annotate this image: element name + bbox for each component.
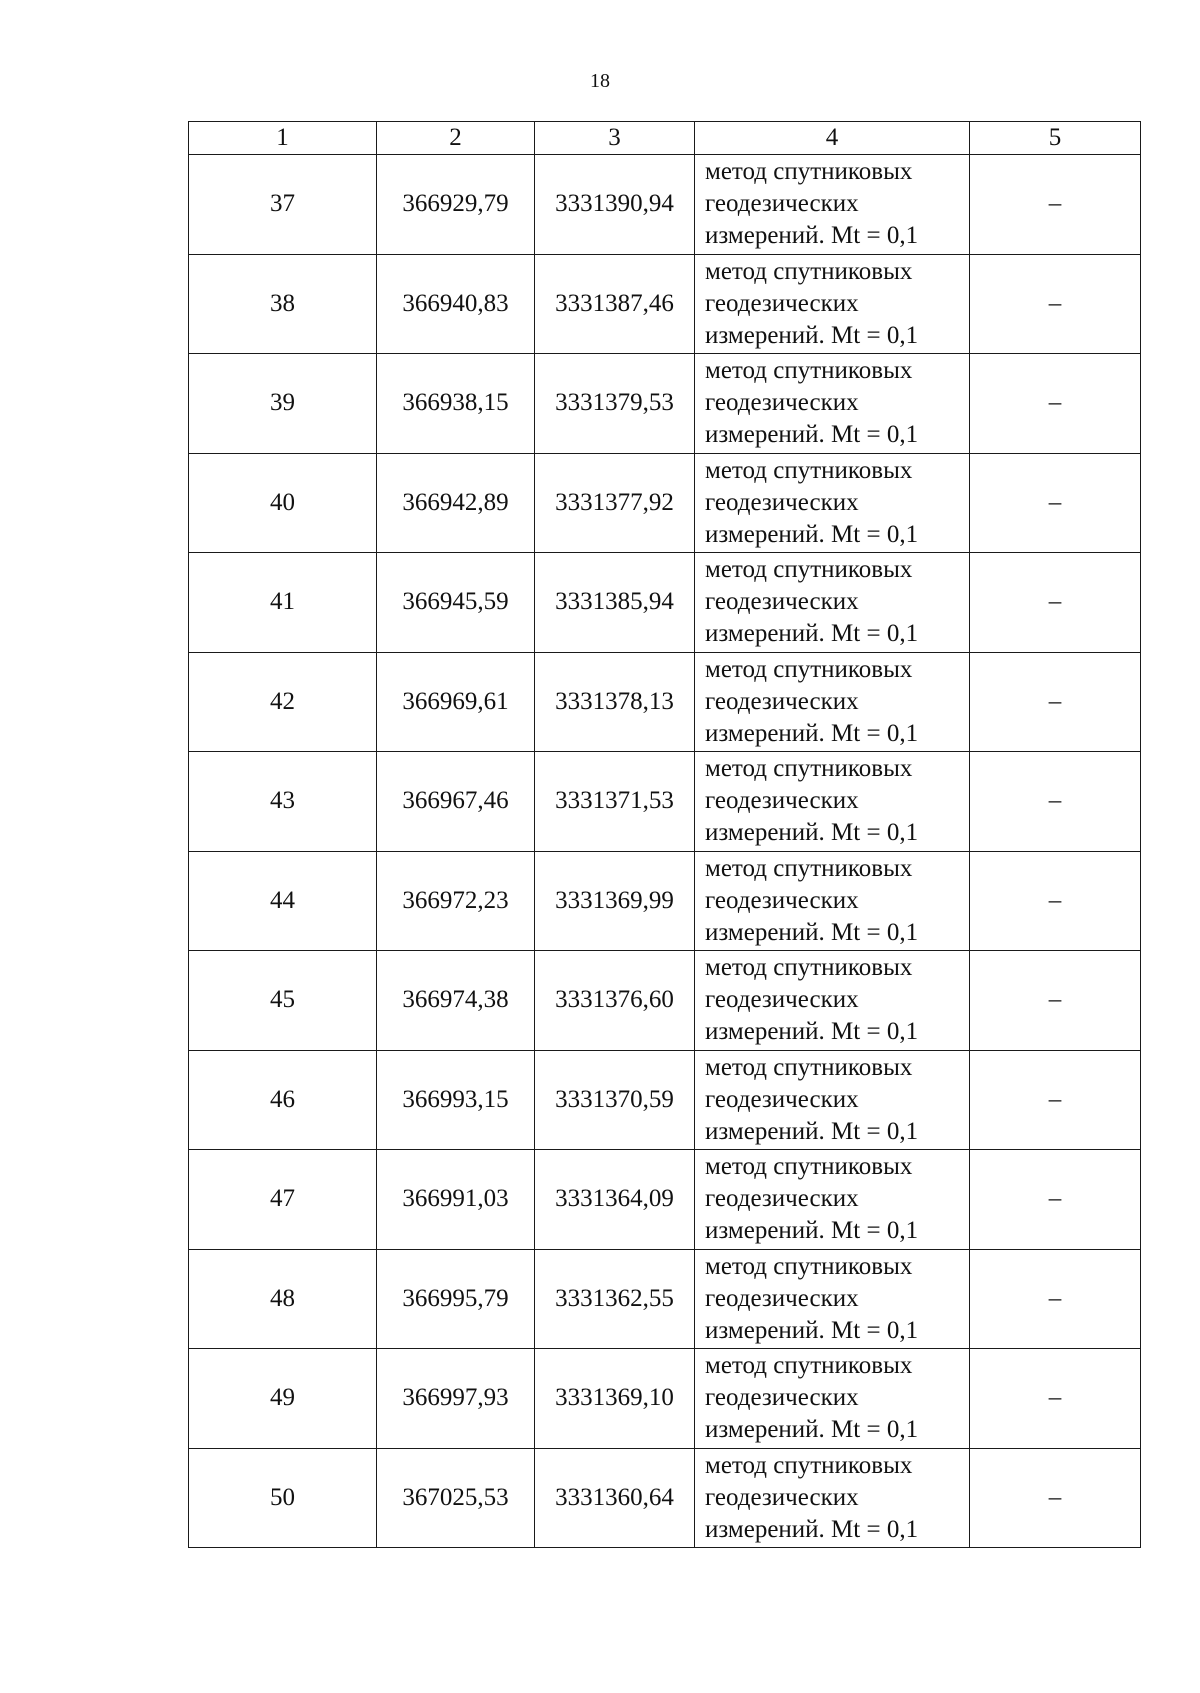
y-coordinate-cell: 3331370,59 [535, 1050, 695, 1150]
method-line-3: измерений. Mt = 0,1 [705, 520, 919, 548]
method-line-1: метод спутниковых [705, 1451, 913, 1479]
method-line-3: измерений. Mt = 0,1 [705, 719, 919, 747]
method-line-3: измерений. Mt = 0,1 [705, 819, 919, 847]
table-header [189, 122, 1141, 155]
method-line-2: геодезических [705, 588, 859, 616]
x-coordinate-cell: 366940,83 [377, 254, 535, 354]
note-cell: – [970, 1448, 1141, 1548]
table-row [189, 453, 1141, 553]
y-coordinate-cell: 3331362,55 [535, 1249, 695, 1349]
table-row [189, 155, 1141, 255]
method-line-2: геодезических [705, 886, 859, 914]
method-cell [695, 1249, 970, 1349]
method-line-1: метод спутниковых [705, 158, 913, 186]
point-number-cell: 38 [189, 254, 377, 354]
note-cell: – [970, 752, 1141, 852]
method-line-1: метод спутниковых [705, 1252, 913, 1280]
method-line-3: измерений. Mt = 0,1 [705, 222, 919, 250]
x-coordinate-cell: 366967,46 [377, 752, 535, 852]
note-cell: – [970, 1349, 1141, 1449]
point-number-cell: 45 [189, 951, 377, 1051]
method-line-3: измерений. Mt = 0,1 [705, 1416, 919, 1444]
header-col-1: 1 [189, 122, 377, 155]
method-line-1: метод спутниковых [705, 755, 913, 783]
method-cell [695, 652, 970, 752]
point-number-cell: 39 [189, 354, 377, 454]
note-cell: – [970, 553, 1141, 653]
note-cell: – [970, 851, 1141, 951]
point-number-cell: 42 [189, 652, 377, 752]
method-line-2: геодезических [705, 1384, 859, 1412]
point-number-cell: 46 [189, 1050, 377, 1150]
method-cell [695, 851, 970, 951]
point-number-cell: 43 [189, 752, 377, 852]
note-cell: – [970, 1150, 1141, 1250]
method-line-2: геодезических [705, 787, 859, 815]
x-coordinate-cell: 366942,89 [377, 453, 535, 553]
table-row [189, 1349, 1141, 1449]
table-row [189, 1150, 1141, 1250]
y-coordinate-cell: 3331369,10 [535, 1349, 695, 1449]
method-line-2: геодезических [705, 1185, 859, 1213]
header-row [189, 122, 1141, 155]
note-cell: – [970, 1249, 1141, 1349]
point-number-cell: 47 [189, 1150, 377, 1250]
point-number-cell: 44 [189, 851, 377, 951]
y-coordinate-cell: 3331390,94 [535, 155, 695, 255]
method-line-3: измерений. Mt = 0,1 [705, 620, 919, 648]
table-row [189, 652, 1141, 752]
y-coordinate-cell: 3331360,64 [535, 1448, 695, 1548]
table-row [189, 354, 1141, 454]
method-line-2: геодезических [705, 1284, 859, 1312]
method-cell [695, 553, 970, 653]
method-cell [695, 453, 970, 553]
method-line-3: измерений. Mt = 0,1 [705, 1018, 919, 1046]
method-line-2: геодезических [705, 1483, 859, 1511]
table-body [189, 155, 1141, 1548]
y-coordinate-cell: 3331378,13 [535, 652, 695, 752]
method-line-2: геодезических [705, 190, 859, 218]
method-line-3: измерений. Mt = 0,1 [705, 421, 919, 449]
table-row [189, 851, 1141, 951]
table-row [189, 553, 1141, 653]
x-coordinate-cell: 366997,93 [377, 1349, 535, 1449]
method-cell [695, 1150, 970, 1250]
note-cell: – [970, 354, 1141, 454]
method-line-2: геодезических [705, 1085, 859, 1113]
method-line-2: геодезических [705, 289, 859, 317]
y-coordinate-cell: 3331364,09 [535, 1150, 695, 1250]
method-cell [695, 951, 970, 1051]
method-line-1: метод спутниковых [705, 854, 913, 882]
y-coordinate-cell: 3331385,94 [535, 553, 695, 653]
method-line-3: измерений. Mt = 0,1 [705, 321, 919, 349]
x-coordinate-cell: 366972,23 [377, 851, 535, 951]
note-cell: – [970, 1050, 1141, 1150]
method-line-1: метод спутниковых [705, 357, 913, 385]
note-cell: – [970, 652, 1141, 752]
x-coordinate-cell: 366991,03 [377, 1150, 535, 1250]
y-coordinate-cell: 3331379,53 [535, 354, 695, 454]
method-cell [695, 155, 970, 255]
note-cell: – [970, 254, 1141, 354]
method-cell [695, 1050, 970, 1150]
method-line-1: метод спутниковых [705, 1053, 913, 1081]
table-row [189, 254, 1141, 354]
y-coordinate-cell: 3331387,46 [535, 254, 695, 354]
method-line-3: измерений. Mt = 0,1 [705, 1117, 919, 1145]
table-row [189, 1050, 1141, 1150]
method-line-3: измерений. Mt = 0,1 [705, 1316, 919, 1344]
method-line-1: метод спутниковых [705, 257, 913, 285]
point-number-cell: 41 [189, 553, 377, 653]
method-cell [695, 1448, 970, 1548]
header-col-2: 2 [377, 122, 535, 155]
method-cell [695, 254, 970, 354]
y-coordinate-cell: 3331376,60 [535, 951, 695, 1051]
method-line-1: метод спутниковых [705, 954, 913, 982]
method-line-1: метод спутниковых [705, 1153, 913, 1181]
note-cell: – [970, 453, 1141, 553]
header-col-4: 4 [695, 122, 970, 155]
point-number-cell: 37 [189, 155, 377, 255]
method-line-3: измерений. Mt = 0,1 [705, 1515, 919, 1543]
page-number: 18 [590, 70, 610, 92]
method-line-1: метод спутниковых [705, 655, 913, 683]
point-number-cell: 40 [189, 453, 377, 553]
y-coordinate-cell: 3331377,92 [535, 453, 695, 553]
table-row [189, 1448, 1141, 1548]
method-line-1: метод спутниковых [705, 556, 913, 584]
x-coordinate-cell: 366974,38 [377, 951, 535, 1051]
note-cell: – [970, 155, 1141, 255]
method-cell [695, 354, 970, 454]
table-row [189, 1249, 1141, 1349]
x-coordinate-cell: 366993,15 [377, 1050, 535, 1150]
x-coordinate-cell: 366929,79 [377, 155, 535, 255]
method-line-3: измерений. Mt = 0,1 [705, 1217, 919, 1245]
x-coordinate-cell: 366995,79 [377, 1249, 535, 1349]
method-line-2: геодезических [705, 389, 859, 417]
method-cell [695, 752, 970, 852]
method-line-3: измерений. Mt = 0,1 [705, 918, 919, 946]
table-row [189, 951, 1141, 1051]
method-cell [695, 1349, 970, 1449]
y-coordinate-cell: 3331371,53 [535, 752, 695, 852]
method-line-1: метод спутниковых [705, 1352, 913, 1380]
y-coordinate-cell: 3331369,99 [535, 851, 695, 951]
method-line-2: геодезических [705, 687, 859, 715]
header-col-3: 3 [535, 122, 695, 155]
method-line-2: геодезических [705, 986, 859, 1014]
point-number-cell: 49 [189, 1349, 377, 1449]
x-coordinate-cell: 366945,59 [377, 553, 535, 653]
header-col-5: 5 [970, 122, 1141, 155]
point-number-cell: 50 [189, 1448, 377, 1548]
note-cell: – [970, 951, 1141, 1051]
method-line-1: метод спутниковых [705, 456, 913, 484]
coordinates-table [188, 121, 1141, 1548]
table-row [189, 752, 1141, 852]
point-number-cell: 48 [189, 1249, 377, 1349]
method-line-2: геодезических [705, 488, 859, 516]
x-coordinate-cell: 366969,61 [377, 652, 535, 752]
x-coordinate-cell: 367025,53 [377, 1448, 535, 1548]
x-coordinate-cell: 366938,15 [377, 354, 535, 454]
